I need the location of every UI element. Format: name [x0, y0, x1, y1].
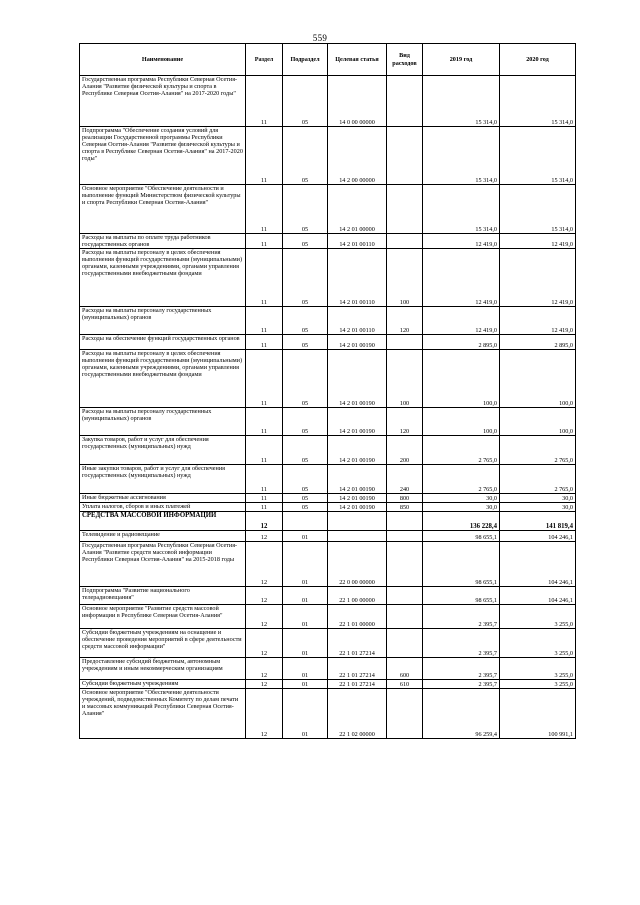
row-name: Подпрограмма "Развитие национального телерадиовещания"	[80, 587, 246, 605]
row-2020: 2 765,0	[500, 465, 576, 494]
row-exp-type	[387, 531, 423, 542]
table-header-row	[80, 44, 576, 76]
table-row	[80, 542, 576, 587]
row-section: 11	[246, 185, 283, 234]
row-subsection: 05	[283, 234, 328, 249]
row-2020: 100,0	[500, 350, 576, 408]
row-target: 22 1 02 00000	[328, 689, 387, 739]
row-2020: 2 895,0	[500, 335, 576, 350]
header-name: Наименование	[80, 44, 246, 76]
row-exp-type: 610	[387, 680, 423, 689]
row-2019: 98 655,1	[423, 587, 500, 605]
row-name: Расходы на выплаты персоналу в целях обеспечения выполнения функций государственными (муниципальными) органами, казенными учреждениями, органами управления государственными внебюджетными фондами	[80, 249, 246, 307]
row-section: 11	[246, 307, 283, 335]
row-section: 11	[246, 494, 283, 503]
row-exp-type: 240	[387, 465, 423, 494]
header-exp-type: Вид расходов	[387, 44, 423, 76]
table-row	[80, 408, 576, 436]
table-row	[80, 503, 576, 512]
row-section: 12	[246, 542, 283, 587]
row-exp-type: 200	[387, 436, 423, 465]
row-2019: 98 655,1	[423, 531, 500, 542]
row-exp-type: 100	[387, 249, 423, 307]
row-2020: 104 246,1	[500, 531, 576, 542]
row-2020: 30,0	[500, 503, 576, 512]
row-exp-type	[387, 185, 423, 234]
row-2019: 30,0	[423, 494, 500, 503]
row-subsection: 05	[283, 249, 328, 307]
row-section: 12	[246, 531, 283, 542]
row-subsection: 05	[283, 127, 328, 185]
row-2020: 2 765,0	[500, 436, 576, 465]
row-2019: 2 895,0	[423, 335, 500, 350]
row-exp-type	[387, 127, 423, 185]
row-2019: 98 655,1	[423, 542, 500, 587]
row-subsection: 01	[283, 658, 328, 680]
table-row	[80, 335, 576, 350]
row-section: 11	[246, 350, 283, 408]
table-row	[80, 629, 576, 658]
table-row	[80, 689, 576, 739]
row-target	[328, 531, 387, 542]
row-2019: 2 395,7	[423, 658, 500, 680]
row-section: 11	[246, 436, 283, 465]
row-name: Расходы на выплаты персоналу в целях обеспечения выполнения функций государственными (муниципальными) органами, казенными учреждениями, органами управления государственными внебюджетными фондами	[80, 350, 246, 408]
row-target: 22 1 01 27214	[328, 658, 387, 680]
row-2019: 136 228,4	[423, 512, 500, 531]
row-subsection: 05	[283, 408, 328, 436]
table-row	[80, 531, 576, 542]
row-name: Подпрограмма "Обеспечение создания условий для реализации Государственной программы Республики Северная Осетия-Алания "Развитие физической культуры и спорта в Республике Северная Осетия-Алания" на 2017-2020 годы"	[80, 127, 246, 185]
table-row	[80, 658, 576, 680]
table-row	[80, 512, 576, 531]
row-name: Основное мероприятие "Развитие средств массовой информации в Республике Северная Осетия-Алания"	[80, 605, 246, 629]
table-row	[80, 185, 576, 234]
table-row	[80, 587, 576, 605]
row-target: 22 0 00 00000	[328, 542, 387, 587]
row-name: Расходы на обеспечение функций государственных органов	[80, 335, 246, 350]
table-row	[80, 127, 576, 185]
row-section: 11	[246, 249, 283, 307]
row-exp-type	[387, 689, 423, 739]
row-subsection: 01	[283, 605, 328, 629]
row-exp-type	[387, 587, 423, 605]
row-name: Государственная программа Республики Северная Осетия-Алания "Развитие физической культуры и спорта в Республике Северная Осетия-Алания" на 2017-2020 годы"	[80, 76, 246, 127]
row-2020: 3 255,0	[500, 658, 576, 680]
row-exp-type	[387, 542, 423, 587]
row-exp-type: 120	[387, 307, 423, 335]
row-exp-type: 800	[387, 494, 423, 503]
row-2020: 30,0	[500, 494, 576, 503]
row-2019: 15 314,0	[423, 127, 500, 185]
row-target: 14 2 01 00190	[328, 465, 387, 494]
row-2019: 2 395,7	[423, 605, 500, 629]
table-row	[80, 680, 576, 689]
row-2020: 15 314,0	[500, 76, 576, 127]
row-2019: 12 419,0	[423, 307, 500, 335]
row-name: Расходы на выплаты персоналу государственных (муниципальных) органов	[80, 307, 246, 335]
row-section: 12	[246, 512, 283, 531]
row-subsection: 01	[283, 587, 328, 605]
row-target: 14 2 01 00000	[328, 185, 387, 234]
row-2020: 104 246,1	[500, 587, 576, 605]
row-section: 11	[246, 503, 283, 512]
row-exp-type: 100	[387, 350, 423, 408]
table-row	[80, 234, 576, 249]
row-target: 14 0 00 00000	[328, 76, 387, 127]
row-target: 22 1 01 27214	[328, 680, 387, 689]
row-name: Основное мероприятие "Обеспечение деятельности и выполнение функций Министерством физической культуры и спорта Республики Северная Осетия-Алания"	[80, 185, 246, 234]
row-subsection: 01	[283, 629, 328, 658]
row-2020: 15 314,0	[500, 127, 576, 185]
row-section: 12	[246, 605, 283, 629]
row-2020: 100,0	[500, 408, 576, 436]
row-subsection: 05	[283, 76, 328, 127]
table-row	[80, 76, 576, 127]
table-row	[80, 249, 576, 307]
row-target: 14 2 01 00190	[328, 436, 387, 465]
row-section: 11	[246, 76, 283, 127]
row-target: 22 1 01 00000	[328, 605, 387, 629]
header-section: Раздел	[246, 44, 283, 76]
row-target	[328, 512, 387, 531]
row-2019: 2 395,7	[423, 629, 500, 658]
table-row	[80, 605, 576, 629]
row-2020: 15 314,0	[500, 185, 576, 234]
row-2019: 96 259,4	[423, 689, 500, 739]
row-section: 11	[246, 335, 283, 350]
page-number: 559	[312, 33, 328, 43]
row-subsection: 05	[283, 465, 328, 494]
row-section: 12	[246, 587, 283, 605]
row-2019: 12 419,0	[423, 249, 500, 307]
row-exp-type	[387, 629, 423, 658]
row-exp-type	[387, 234, 423, 249]
row-target: 14 2 01 00110	[328, 234, 387, 249]
row-target: 14 2 01 00110	[328, 307, 387, 335]
row-subsection: 05	[283, 503, 328, 512]
row-name: СРЕДСТВА МАССОВОЙ ИНФОРМАЦИИ	[80, 512, 246, 531]
row-2020: 3 255,0	[500, 680, 576, 689]
row-name: Расходы на выплаты персоналу государственных (муниципальных) органов	[80, 408, 246, 436]
row-name: Субсидии бюджетным учреждениям на оснащение и обеспечение проведения мероприятий в сфере деятельности средств массовой информации"	[80, 629, 246, 658]
row-2019: 100,0	[423, 350, 500, 408]
header-2019: 2019 год	[423, 44, 500, 76]
row-exp-type: 600	[387, 658, 423, 680]
header-subsection: Подраздел	[283, 44, 328, 76]
row-name: Основное мероприятие "Обеспечение деятельности учреждений, подведомственных Комитету по делам печати и массовых коммуникаций Республики Северная Осетия-Алания"	[80, 689, 246, 739]
row-subsection: 05	[283, 494, 328, 503]
table-row	[80, 350, 576, 408]
row-target: 14 2 01 00190	[328, 494, 387, 503]
row-exp-type	[387, 76, 423, 127]
row-2019: 2 765,0	[423, 465, 500, 494]
row-section: 12	[246, 680, 283, 689]
row-target: 14 2 01 00190	[328, 350, 387, 408]
row-subsection: 05	[283, 350, 328, 408]
row-subsection: 01	[283, 680, 328, 689]
row-name: Предоставление субсидий бюджетным, автономным учреждениям и иным некоммерческим организациям	[80, 658, 246, 680]
row-section: 11	[246, 465, 283, 494]
table-row	[80, 307, 576, 335]
row-section: 11	[246, 234, 283, 249]
row-name: Иные закупки товаров, работ и услуг для обеспечения государственных (муниципальных) нужд	[80, 465, 246, 494]
table-row	[80, 494, 576, 503]
row-2020: 12 419,0	[500, 307, 576, 335]
row-2020: 3 255,0	[500, 605, 576, 629]
table-row	[80, 436, 576, 465]
row-target: 14 2 01 00190	[328, 408, 387, 436]
row-target: 14 2 01 00110	[328, 249, 387, 307]
row-2020: 12 419,0	[500, 234, 576, 249]
header-target: Целевая статья	[328, 44, 387, 76]
row-target: 22 1 01 27214	[328, 629, 387, 658]
row-exp-type	[387, 512, 423, 531]
row-exp-type: 120	[387, 408, 423, 436]
row-section: 12	[246, 658, 283, 680]
row-2020: 104 246,1	[500, 542, 576, 587]
row-2020: 12 419,0	[500, 249, 576, 307]
row-name: Расходы на выплаты по оплате труда работников государственных органов	[80, 234, 246, 249]
row-2019: 15 314,0	[423, 76, 500, 127]
row-2019: 2 765,0	[423, 436, 500, 465]
row-2019: 12 419,0	[423, 234, 500, 249]
row-subsection: 01	[283, 531, 328, 542]
row-exp-type	[387, 605, 423, 629]
row-section: 12	[246, 689, 283, 739]
row-2019: 15 314,0	[423, 185, 500, 234]
row-subsection: 05	[283, 335, 328, 350]
row-subsection: 05	[283, 436, 328, 465]
row-name: Государственная программа Республики Северная Осетия-Алания "Развитие средств массовой информации Республики Северная Осетия-Алания" на 2015-2018 годы	[80, 542, 246, 587]
row-name: Закупка товаров, работ и услуг для обеспечения государственных (муниципальных) нужд	[80, 436, 246, 465]
row-subsection: 01	[283, 542, 328, 587]
row-2019: 100,0	[423, 408, 500, 436]
row-name: Субсидии бюджетным учреждениям	[80, 680, 246, 689]
table-row	[80, 465, 576, 494]
row-2019: 30,0	[423, 503, 500, 512]
row-2020: 3 255,0	[500, 629, 576, 658]
row-target: 22 1 00 00000	[328, 587, 387, 605]
row-section: 12	[246, 629, 283, 658]
row-target: 14 2 01 00190	[328, 503, 387, 512]
row-name: Иные бюджетные ассигнования	[80, 494, 246, 503]
budget-table	[79, 43, 576, 739]
header-2020: 2020 год	[500, 44, 576, 76]
row-section: 11	[246, 127, 283, 185]
row-name: Уплата налогов, сборов и иных платежей	[80, 503, 246, 512]
row-target: 14 2 01 00190	[328, 335, 387, 350]
row-section: 11	[246, 408, 283, 436]
row-2020: 100 991,1	[500, 689, 576, 739]
row-name: Телевидение и радиовещание	[80, 531, 246, 542]
row-subsection	[283, 512, 328, 531]
row-target: 14 2 00 00000	[328, 127, 387, 185]
row-exp-type	[387, 335, 423, 350]
row-2019: 2 395,7	[423, 680, 500, 689]
row-subsection: 01	[283, 689, 328, 739]
row-subsection: 05	[283, 185, 328, 234]
row-exp-type: 850	[387, 503, 423, 512]
row-2020: 141 819,4	[500, 512, 576, 531]
row-subsection: 05	[283, 307, 328, 335]
